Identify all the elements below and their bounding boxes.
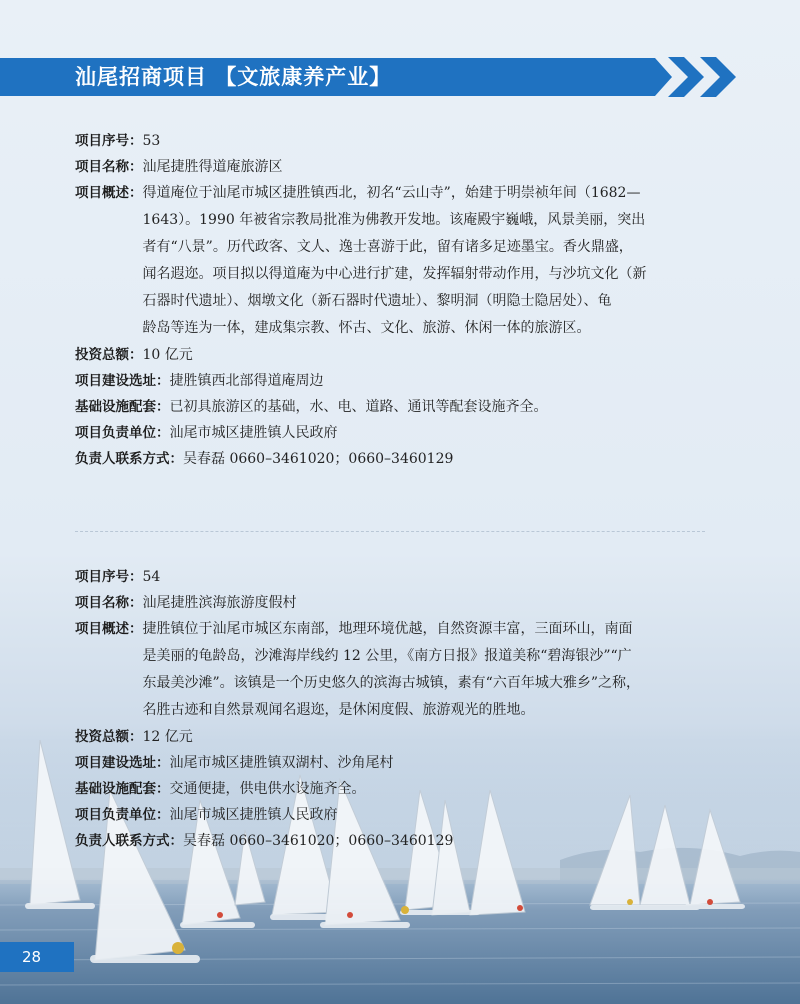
overview-line: 是美丽的龟龄岛，沙滩海岸线约 12 公里，《南方日报》报道美称“碧海银沙”“广 xyxy=(142,648,632,664)
field-label: 项目名称： xyxy=(75,595,143,611)
field-value: 汕尾捷胜滨海旅游度假村 xyxy=(142,595,297,611)
overview-line: 闻名遐迩。项目拟以得道庵为中心进行扩建，发挥辐射带动作用，与沙坑文化（新 xyxy=(142,266,647,282)
responsible-unit-row xyxy=(75,802,715,828)
overview-text xyxy=(143,180,716,342)
field-value: 汕尾市城区捷胜镇双湖村、沙角尾村 xyxy=(169,755,394,771)
field-label: 投资总额： xyxy=(75,729,143,745)
field-label: 项目名称： xyxy=(75,159,143,175)
field-label: 项目概述： xyxy=(75,185,143,201)
overview-line: 得道庵位于汕尾市城区捷胜镇西北，初名“云山寺”，始建于明崇祯年间（1682— xyxy=(142,185,641,201)
field-label: 基础设施配套： xyxy=(75,399,170,415)
chevron-arrows-icon xyxy=(660,57,745,97)
field-label: 项目概述： xyxy=(75,621,143,637)
overview-line: 1643）。1990 年被省宗教局批准为佛教开发地。该庵殿宇巍峨，风景美丽，突出 xyxy=(142,212,646,228)
field-value: 交通便捷，供电供水设施齐全。 xyxy=(169,781,366,797)
infrastructure-row xyxy=(75,776,715,802)
overview-line: 石器时代遗址）、烟墩文化（新石器时代遗址）、黎明洞（明隐士隐居处）、龟 xyxy=(142,293,612,309)
field-label: 投资总额： xyxy=(75,347,143,363)
field-label: 项目建设选址： xyxy=(75,373,170,389)
overview-line: 龄岛等连为一体，建成集宗教、怀古、文化、旅游、休闲一体的旅游区。 xyxy=(142,320,591,336)
overview-line: 捷胜镇位于汕尾市城区东南部，地理环境优越，自然资源丰富，三面环山，南面 xyxy=(142,621,633,637)
section-divider xyxy=(75,531,705,532)
page-number: 28 xyxy=(0,942,74,972)
field-value: 53 xyxy=(142,133,161,149)
field-value: 10 亿元 xyxy=(142,347,193,363)
field-value: 吴春磊 0660–3461020；0660–3460129 xyxy=(183,451,454,467)
project-number-row xyxy=(75,564,715,590)
field-label: 项目建设选址： xyxy=(75,755,170,771)
site-row xyxy=(75,368,715,394)
overview-line: 东最美沙滩”。该镇是一个历史悠久的滨海古城镇，素有“六百年城大雅乡”之称， xyxy=(142,675,640,691)
investment-row xyxy=(75,342,715,368)
field-value: 吴春磊 0660–3461020；0660–3460129 xyxy=(183,833,454,849)
field-label: 项目负责单位： xyxy=(75,425,170,441)
contact-row xyxy=(75,828,715,854)
field-label: 负责人联系方式： xyxy=(75,833,183,849)
field-value: 汕尾市城区捷胜镇人民政府 xyxy=(169,807,338,823)
field-label: 负责人联系方式： xyxy=(75,451,183,467)
field-value: 已初具旅游区的基础，水、电、道路、通讯等配套设施齐全。 xyxy=(169,399,548,415)
project-name-row xyxy=(75,590,715,616)
site-row xyxy=(75,750,715,776)
overview-line: 者有“八景”。历代政客、文人、逸士喜游于此，留有诸多足迹墨宝。香火鼎盛， xyxy=(142,239,633,255)
field-value: 捷胜镇西北部得道庵周边 xyxy=(169,373,324,389)
page-title: 汕尾招商项目 【文旅康养产业】 xyxy=(75,65,392,89)
contact-row xyxy=(75,446,715,472)
field-value: 汕尾捷胜得道庵旅游区 xyxy=(142,159,283,175)
project-number-row xyxy=(75,128,715,154)
field-value: 12 亿元 xyxy=(142,729,193,745)
field-value: 54 xyxy=(142,569,161,585)
field-label: 项目序号： xyxy=(75,133,143,149)
overview-line: 名胜古迹和自然景观闻名遐迩，是休闲度假、旅游观光的胜地。 xyxy=(142,702,535,718)
overview-text xyxy=(143,616,716,724)
responsible-unit-row xyxy=(75,420,715,446)
project-overview-row xyxy=(75,616,715,724)
field-label: 基础设施配套： xyxy=(75,781,170,797)
investment-row xyxy=(75,724,715,750)
project-block-54 xyxy=(75,564,715,854)
project-name-row xyxy=(75,154,715,180)
field-label: 项目序号： xyxy=(75,569,143,585)
infrastructure-row xyxy=(75,394,715,420)
project-block-53 xyxy=(75,128,715,472)
field-value: 汕尾市城区捷胜镇人民政府 xyxy=(169,425,338,441)
field-label: 项目负责单位： xyxy=(75,807,170,823)
project-overview-row xyxy=(75,180,715,342)
